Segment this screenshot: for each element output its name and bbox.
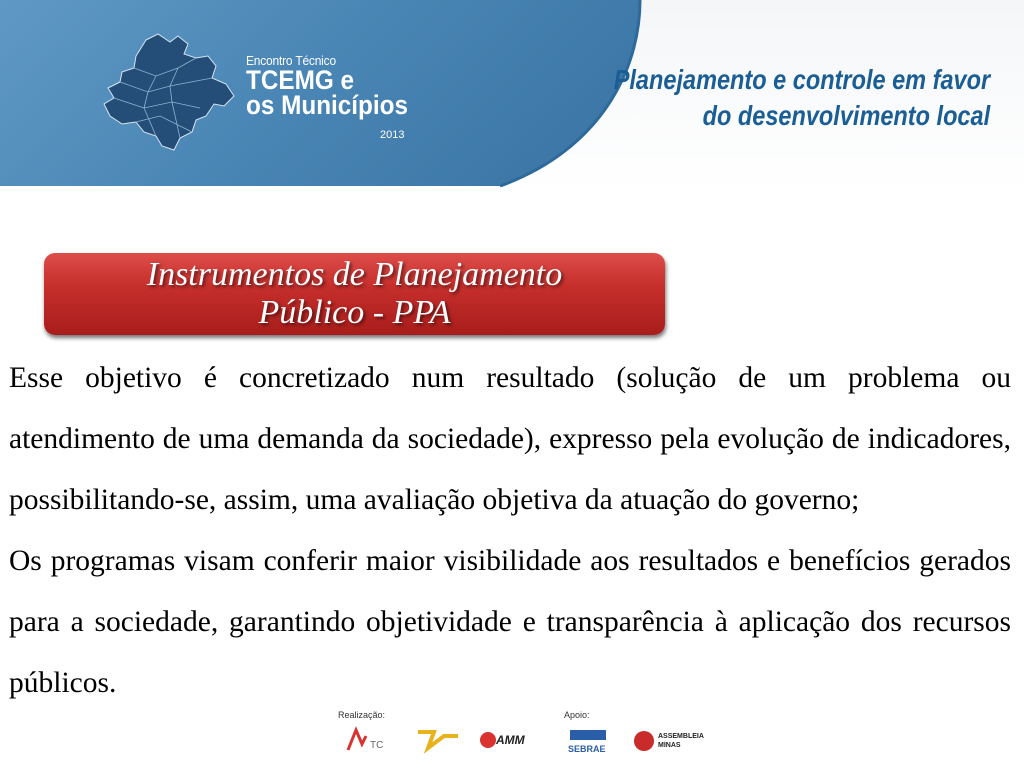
slide-title-line1: Instrumentos de Planejamento xyxy=(146,256,563,293)
slide-title-line2: Público - PPA xyxy=(258,294,451,331)
body-paragraph-2: Os programas visam conferir maior visibilidade aos resultados e benefícios gerados para a sociedade, garantindo objetividade e transparência à aplicação dos recursos públicos. xyxy=(9,545,1011,699)
slogan-line2: do desenvolvimento local xyxy=(702,100,990,131)
body-text xyxy=(9,348,1011,714)
minas-gerais-map-icon xyxy=(100,28,240,156)
sponsor-logos xyxy=(338,710,718,768)
event-year: 2013 xyxy=(380,129,405,141)
svg-text:TC: TC xyxy=(370,740,384,751)
header-banner xyxy=(0,0,1024,190)
sebrae-logo-icon xyxy=(564,724,620,758)
realizacao-label: Realização: xyxy=(338,710,386,720)
event-kicker: Encontro Técnico xyxy=(246,53,336,68)
apoio-label: Apoio: xyxy=(564,710,590,720)
slogan xyxy=(614,62,990,134)
slide-title xyxy=(44,253,665,335)
assembleia-logo-icon xyxy=(632,724,708,758)
svg-text:ASSEMBLEIA: ASSEMBLEIA xyxy=(658,733,704,740)
svg-text:SEBRAE: SEBRAE xyxy=(568,744,606,754)
amm-logo-icon xyxy=(478,726,538,754)
tcemg-logo-icon xyxy=(344,724,398,754)
event-name-line1: TCEMG e xyxy=(246,65,355,95)
svg-text:MINAS: MINAS xyxy=(658,742,681,749)
body-paragraph-1: Esse objetivo é concretizado num resultado (solução de um problema ou atendimento de uma demanda da sociedade), expresso pela evolução de indicadores, possibilitando-se, assim, uma avaliação objetiva da atuação do governo; xyxy=(9,362,1011,516)
svg-text:AMM: AMM xyxy=(496,733,525,747)
event-name-line2: os Municípios xyxy=(246,90,409,120)
event-logo-text xyxy=(246,53,426,141)
slogan-line1: Planejamento e controle em favor xyxy=(613,64,990,95)
ibc-logo-icon xyxy=(414,724,462,754)
